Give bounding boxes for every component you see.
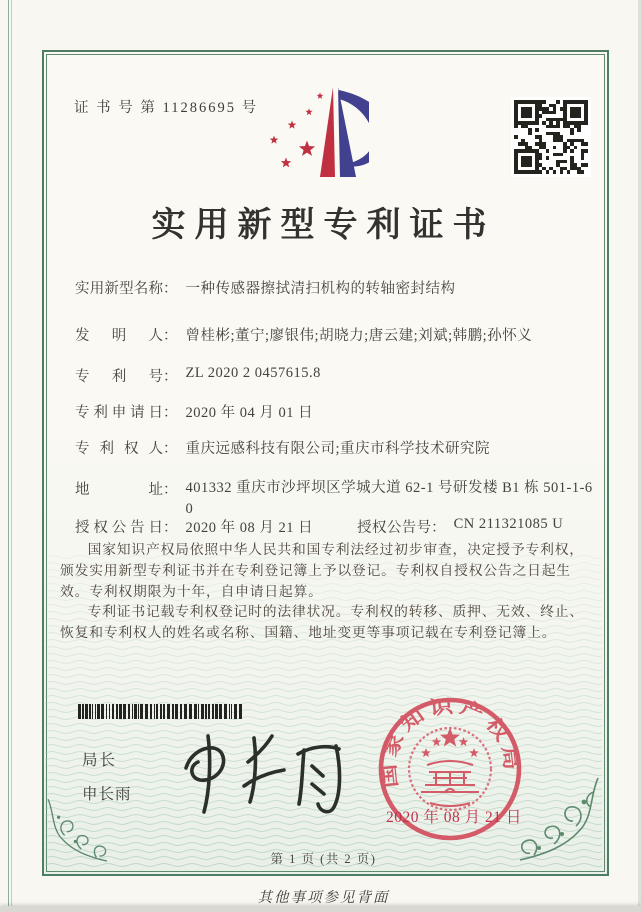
director-title: 局长 [82,752,118,769]
colon: ： [163,328,178,344]
director-signature [172,728,347,823]
certificate-number: 证 书 号 第 11286695 号 [74,100,259,116]
field-value: 401332 重庆市沙坪坝区学城大道 62-1 号研发楼 B1 栋 501-1-60 [185,480,593,517]
field-value: ZL 2020 2 0457615.8 [185,365,321,381]
colon: ： [163,482,178,498]
field-row-address [75,478,594,520]
field-value: 2020 年 04 月 01 日 [185,405,314,421]
colon: ： [163,405,178,421]
field-value: 2020 年 08 月 21 日 [185,520,314,536]
field-row-application-date [75,401,313,422]
field-label: 授权公告日 [75,520,163,536]
field-value: 一种传感器擦拭清扫机构的转轴密封结构 [185,281,456,297]
field-row-inventors [75,324,532,345]
issue-date: 2020 年 08 月 21 日 [386,809,522,826]
barcode [78,704,246,719]
body-paragraph: 专利证书记载专利权登记时的法律状况。专利权的转移、质押、无效、终止、恢复和专利权人的姓名或名称、国籍、地址变更等事项记载在专利登记簿上。 [60,604,584,641]
scan-edge-line [8,0,9,912]
field-label: 专利号 [75,369,163,385]
field-label: 实用新型名称 [75,281,163,297]
page-footer: 第 1 页 (共 2 页) [270,852,377,866]
field-value: CN 211321085 U [453,516,564,532]
page-title: 实用新型专利证书 [151,207,496,244]
field-row-grant [75,516,563,537]
field-label: 专利申请日 [75,405,163,421]
back-note: 其他事项参见背面 [257,890,390,906]
colon: ： [431,520,446,536]
field-value: 重庆远感科技有限公司;重庆市科学技术研究院 [185,441,491,457]
field-row-patent-number [75,365,321,386]
legal-body-text [60,540,588,644]
scan-edge-line [11,0,12,912]
director-name: 申长雨 [82,786,132,803]
colon: ： [163,441,178,457]
field-label: 授权公告号 [357,520,432,536]
colon: ： [163,281,178,297]
field-label: 专利权人 [75,441,163,457]
qr-code [511,97,591,177]
field-label: 地址 [75,482,163,498]
field-row-name [75,277,456,298]
colon: ： [163,520,178,536]
field-label: 发明人 [75,328,163,344]
body-paragraph: 国家知识产权局依照中华人民共和国专利法经过初步审查，决定授予专利权，颁发实用新型专利证书并在专利登记簿上予以登记。专利权自授权公告之日起生效。专利权期限为十年，自申请日起算。 [60,542,584,599]
field-value: 曾桂彬;董宁;廖银伟;胡晓力;唐云建;刘斌;韩鹏;孙怀义 [185,328,533,344]
field-row-patentee [75,437,490,458]
colon: ： [163,369,178,385]
cnipa-logo-icon [263,83,369,187]
seal-text: 国家知识产权局 [378,696,522,789]
